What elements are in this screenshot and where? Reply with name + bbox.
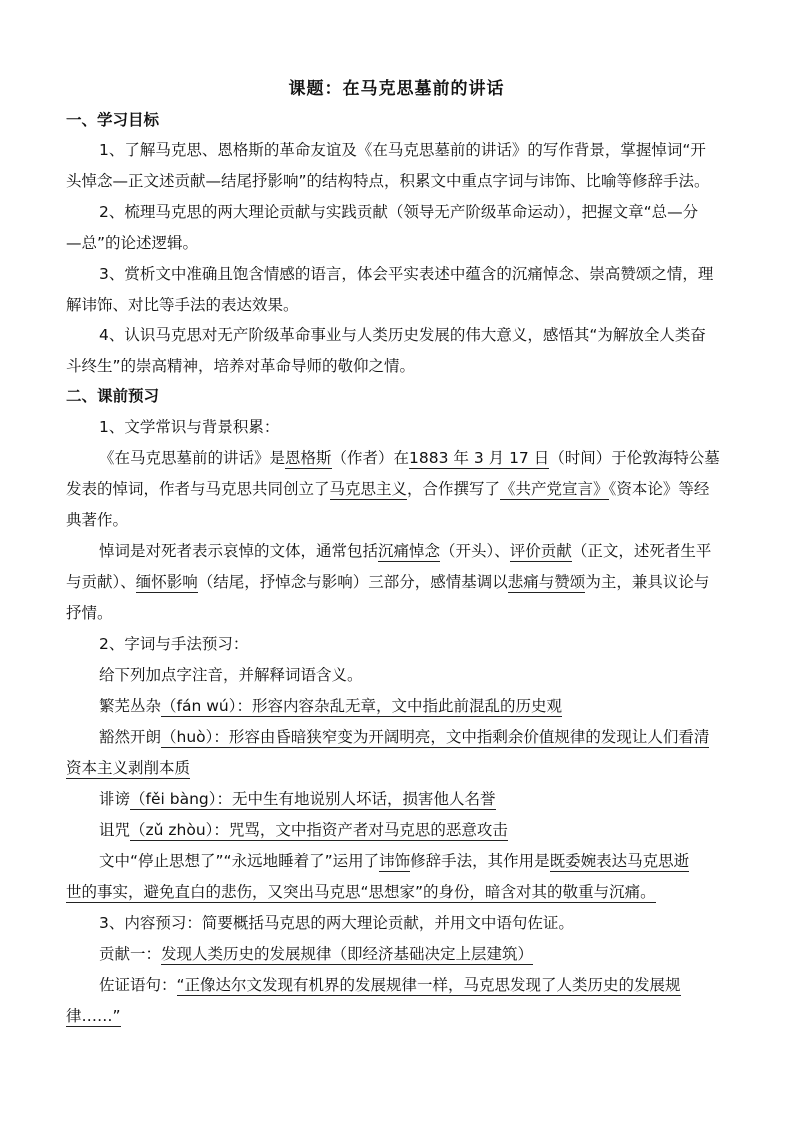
text: 与贡献）、 [66, 573, 136, 591]
text: 文中“停止思想了”“永远地睡着了”运用了 [99, 852, 380, 870]
answer-book: 《共产党宣言》 [500, 480, 609, 498]
background-line-1 [99, 446, 720, 470]
section-heading-preview: 二、课前预习 [66, 387, 160, 405]
goal-4-line-2: 斗终生”的崇高精神，培养对革命导师的敬仰之情。 [66, 357, 416, 375]
label: 贡献一： [99, 945, 162, 963]
word-item-2 [99, 725, 709, 749]
word-definition-cont: 资本主义剥削本质 [66, 759, 191, 777]
word: 繁芜丛杂 [99, 697, 162, 715]
eulogy-line-3: 抒情。 [66, 604, 113, 622]
text: （正文，述死者生平 [571, 542, 712, 560]
word-item-4 [99, 818, 508, 842]
text: 发表的悼词，作者与马克思共同创立了 [66, 480, 330, 498]
answer-evidence: “正像达尔文发现有机界的发展规律一样，马克思发现了人类历史的发展规 [176, 976, 681, 994]
answer-part-2: 评价贡献 [509, 542, 572, 560]
background-line-3: 典著作。 [66, 511, 129, 529]
answer-contribution: 发现人类历史的发展规律（即经济基础决定上层建筑） [161, 945, 534, 963]
text: 修辞手法，其作用是 [410, 852, 550, 870]
goal-1-line-1: 1、了解马克思、恩格斯的革命友谊及《在马克思墓前的讲话》的写作背景，掌握悼词“开 [99, 141, 706, 159]
word-definition: （fěi bàng）：无中生有地说别人坏话，损害他人名誉 [130, 790, 496, 808]
word: 诅咒 [99, 821, 131, 839]
word-item-2-cont [66, 756, 190, 780]
subheading-background: 1、文学常识与背景积累： [99, 418, 280, 436]
text: 《在马克思墓前的讲话》是 [99, 449, 286, 467]
device-line-1 [99, 849, 689, 873]
subheading-words: 2、字词与手法预习： [99, 635, 249, 653]
text: 《资本论》等经 [608, 480, 710, 498]
device-line-2 [66, 880, 656, 904]
answer-evidence-cont: 律……” [66, 1007, 121, 1025]
word-definition: （zǔ zhòu）：咒骂，文中指资产者对马克思的恶意攻击 [130, 821, 508, 839]
text: ，合作撰写了 [407, 480, 501, 498]
section-heading-goals: 一、学习目标 [66, 111, 160, 129]
words-instruction: 给下列加点字注音，并解释词语含义。 [99, 666, 363, 684]
word: 诽谤 [99, 790, 131, 808]
goal-2-line-2: —总”的论述逻辑。 [66, 234, 199, 252]
contribution-1 [99, 942, 533, 966]
evidence-line-1 [99, 973, 681, 997]
label: 佐证语句： [99, 976, 177, 994]
goal-4-line-1: 4、认识马克思对无产阶级革命事业与人类历史发展的伟大意义，感悟其“为解放全人类奋 [99, 326, 706, 344]
background-line-2 [66, 477, 709, 501]
word-definition: （fán wú）：形容内容杂乱无章，文中指此前混乱的历史观 [161, 697, 562, 715]
page-title: 课题：在马克思墓前的讲话 [288, 79, 505, 99]
text: （时间）于伦敦海特公墓 [549, 449, 720, 467]
text: （开头）、 [440, 542, 510, 560]
goal-1-line-2: 头悼念—正文述贡献—结尾抒影响”的结构特点，积累文中重点字词与讳饰、比喻等修辞手法。 [66, 172, 710, 190]
evidence-line-2 [66, 1004, 121, 1028]
answer-part-1: 沉痛悼念 [378, 542, 441, 560]
answer-author: 恩格斯 [285, 449, 332, 467]
eulogy-line-1 [99, 539, 711, 563]
answer-device: 讳饰 [379, 852, 411, 870]
answer-theory: 马克思主义 [329, 480, 408, 498]
text: 为主，兼具议论与 [585, 573, 710, 591]
text: （作者）在 [331, 449, 410, 467]
answer-part-3: 缅怀影响 [135, 573, 198, 591]
subheading-content: 3、内容预习：简要概括马克思的两大理论贡献，并用文中语句佐证。 [99, 914, 574, 932]
answer-tone: 悲痛与赞颂 [507, 573, 586, 591]
word-item-1 [99, 694, 562, 718]
word-definition: （huò）：形容由昏暗狭窄变为开阔明亮，文中指剩余价值规律的发现让人们看清 [161, 728, 710, 746]
answer-effect: 既委婉表达马克思逝 [549, 852, 690, 870]
goal-2-line-1: 2、梳理马克思的两大理论贡献与实践贡献（领导无产阶级革命运动），把握文章“总—分 [99, 203, 699, 221]
goal-3-line-2: 解讳饰、对比等手法的表达效果。 [66, 296, 299, 314]
word-item-3 [99, 787, 496, 811]
answer-time: 1883 年 3 月 17 日 [409, 449, 550, 467]
answer-effect-cont: 世的事实，避免直白的悲伤，又突出马克思“思想家”的身份，暗含对其的敬重与沉痛。 [66, 883, 656, 901]
eulogy-line-2 [66, 570, 709, 594]
word: 豁然开朗 [99, 728, 162, 746]
text: （结尾，抒悼念与影响）三部分，感情基调以 [197, 573, 508, 591]
goal-3-line-1: 3、赏析文中准确且饱含情感的语言，体会平实表述中蕴含的沉痛悼念、崇高赞颂之情，理 [99, 265, 714, 283]
text: 悼词是对死者表示哀悼的文体，通常包括 [99, 542, 379, 560]
